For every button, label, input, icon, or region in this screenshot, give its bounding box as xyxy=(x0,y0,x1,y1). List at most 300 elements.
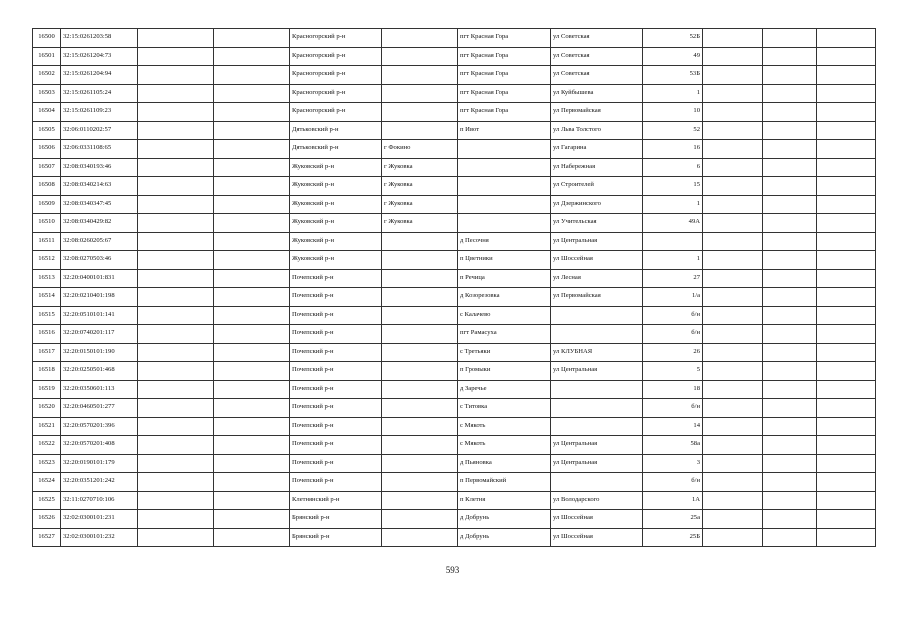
empty-cell xyxy=(703,66,763,85)
empty-cell xyxy=(138,29,214,48)
city-cell xyxy=(382,269,458,288)
table-row xyxy=(33,84,876,103)
empty-cell xyxy=(138,417,214,436)
district-cell: Жуковский р-н xyxy=(290,195,382,214)
empty-cell xyxy=(138,158,214,177)
table-row xyxy=(33,121,876,140)
cadastral-number-cell: 32:06:0331108:65 xyxy=(61,140,138,159)
empty-cell xyxy=(703,121,763,140)
empty-cell xyxy=(138,103,214,122)
district-cell: Почепский р-н xyxy=(290,325,382,344)
empty-cell xyxy=(763,214,817,233)
house-number-cell: б/н xyxy=(643,306,703,325)
row-number-cell: 16519 xyxy=(33,380,61,399)
empty-cell xyxy=(138,195,214,214)
empty-cell xyxy=(817,214,876,233)
locality-cell: п Речица xyxy=(458,269,551,288)
table-row xyxy=(33,380,876,399)
cadastral-number-cell: 32:15:0261109:23 xyxy=(61,103,138,122)
empty-cell xyxy=(214,140,290,159)
empty-cell xyxy=(138,269,214,288)
empty-cell xyxy=(817,288,876,307)
empty-cell xyxy=(703,214,763,233)
locality-cell: д Козорезовка xyxy=(458,288,551,307)
locality-cell: с Третьяки xyxy=(458,343,551,362)
cadastral-number-cell: 32:20:0250501:468 xyxy=(61,362,138,381)
empty-cell xyxy=(817,177,876,196)
empty-cell xyxy=(763,510,817,529)
cadastral-number-cell: 32:20:0150101:190 xyxy=(61,343,138,362)
locality-cell: с Титовка xyxy=(458,399,551,418)
house-number-cell: 15 xyxy=(643,177,703,196)
table-row xyxy=(33,436,876,455)
row-number-cell: 16515 xyxy=(33,306,61,325)
house-number-cell: 5 xyxy=(643,362,703,381)
row-number-cell: 16514 xyxy=(33,288,61,307)
empty-cell xyxy=(214,195,290,214)
street-cell: ул Первомайская xyxy=(551,103,643,122)
empty-cell xyxy=(817,510,876,529)
table-row xyxy=(33,232,876,251)
empty-cell xyxy=(703,417,763,436)
empty-cell xyxy=(703,47,763,66)
empty-cell xyxy=(703,473,763,492)
locality-cell: д Пьяновка xyxy=(458,454,551,473)
district-cell: Жуковский р-н xyxy=(290,177,382,196)
cadastral-number-cell: 32:20:0570201:408 xyxy=(61,436,138,455)
empty-cell xyxy=(763,177,817,196)
locality-cell: д Добрунь xyxy=(458,528,551,547)
empty-cell xyxy=(763,288,817,307)
table-row xyxy=(33,362,876,381)
empty-cell xyxy=(138,325,214,344)
street-cell: ул Гагарина xyxy=(551,140,643,159)
street-cell: ул Советская xyxy=(551,47,643,66)
empty-cell xyxy=(703,103,763,122)
empty-cell xyxy=(214,84,290,103)
street-cell: ул Строителей xyxy=(551,177,643,196)
district-cell: Почепский р-н xyxy=(290,288,382,307)
row-number-cell: 16526 xyxy=(33,510,61,529)
city-cell xyxy=(382,380,458,399)
city-cell xyxy=(382,343,458,362)
empty-cell xyxy=(817,417,876,436)
empty-cell xyxy=(214,454,290,473)
empty-cell xyxy=(138,84,214,103)
empty-cell xyxy=(703,436,763,455)
empty-cell xyxy=(703,306,763,325)
street-cell xyxy=(551,473,643,492)
empty-cell xyxy=(703,510,763,529)
empty-cell xyxy=(214,362,290,381)
locality-cell xyxy=(458,214,551,233)
street-cell: ул Володарского xyxy=(551,491,643,510)
house-number-cell: 14 xyxy=(643,417,703,436)
empty-cell xyxy=(763,473,817,492)
street-cell: ул Шоссейная xyxy=(551,510,643,529)
street-cell: ул Центральная xyxy=(551,454,643,473)
locality-cell xyxy=(458,177,551,196)
empty-cell xyxy=(763,269,817,288)
cadastral-number-cell: 32:15:0261204:73 xyxy=(61,47,138,66)
empty-cell xyxy=(138,399,214,418)
house-number-cell: 49А xyxy=(643,214,703,233)
cadastral-number-cell: 32:20:0460501:277 xyxy=(61,399,138,418)
street-cell: ул Первомайская xyxy=(551,288,643,307)
district-cell: Почепский р-н xyxy=(290,306,382,325)
empty-cell xyxy=(817,399,876,418)
house-number-cell: 1 xyxy=(643,195,703,214)
empty-cell xyxy=(138,436,214,455)
empty-cell xyxy=(214,269,290,288)
city-cell xyxy=(382,417,458,436)
empty-cell xyxy=(138,343,214,362)
row-number-cell: 16513 xyxy=(33,269,61,288)
table-row xyxy=(33,491,876,510)
district-cell: Почепский р-н xyxy=(290,436,382,455)
table-row xyxy=(33,103,876,122)
cadastral-number-cell: 32:20:0210401:198 xyxy=(61,288,138,307)
city-cell xyxy=(382,454,458,473)
table-row xyxy=(33,251,876,270)
cadastral-number-cell: 32:08:0340214:63 xyxy=(61,177,138,196)
table-row xyxy=(33,269,876,288)
empty-cell xyxy=(817,528,876,547)
district-cell: Жуковский р-н xyxy=(290,232,382,251)
empty-cell xyxy=(703,454,763,473)
city-cell: г Фокино xyxy=(382,140,458,159)
empty-cell xyxy=(214,214,290,233)
locality-cell: д Песочня xyxy=(458,232,551,251)
district-cell: Брянский р-н xyxy=(290,510,382,529)
empty-cell xyxy=(214,436,290,455)
city-cell xyxy=(382,288,458,307)
street-cell: ул Центральная xyxy=(551,362,643,381)
table-row xyxy=(33,399,876,418)
empty-cell xyxy=(763,84,817,103)
district-cell: Жуковский р-н xyxy=(290,158,382,177)
street-cell: ул Шоссейная xyxy=(551,528,643,547)
cadastral-number-cell: 32:20:0400101:831 xyxy=(61,269,138,288)
locality-cell: п Цветники xyxy=(458,251,551,270)
table-row xyxy=(33,325,876,344)
empty-cell xyxy=(763,47,817,66)
row-number-cell: 16516 xyxy=(33,325,61,344)
city-cell xyxy=(382,29,458,48)
empty-cell xyxy=(817,103,876,122)
locality-cell xyxy=(458,140,551,159)
locality-cell: с Мякоть xyxy=(458,417,551,436)
empty-cell xyxy=(703,29,763,48)
empty-cell xyxy=(214,29,290,48)
house-number-cell: 26 xyxy=(643,343,703,362)
empty-cell xyxy=(817,66,876,85)
empty-cell xyxy=(703,177,763,196)
cadastral-number-cell: 32:08:0340347:45 xyxy=(61,195,138,214)
empty-cell xyxy=(817,84,876,103)
row-number-cell: 16527 xyxy=(33,528,61,547)
empty-cell xyxy=(214,417,290,436)
registry-body xyxy=(33,29,876,547)
table-row xyxy=(33,47,876,66)
cadastral-number-cell: 32:15:0261105:24 xyxy=(61,84,138,103)
cadastral-number-cell: 32:15:0261204:94 xyxy=(61,66,138,85)
empty-cell xyxy=(763,195,817,214)
house-number-cell: 25Б xyxy=(643,528,703,547)
empty-cell xyxy=(763,417,817,436)
district-cell: Почепский р-н xyxy=(290,417,382,436)
house-number-cell: 1/а xyxy=(643,288,703,307)
district-cell: Красногорский р-н xyxy=(290,84,382,103)
row-number-cell: 16517 xyxy=(33,343,61,362)
house-number-cell: 58а xyxy=(643,436,703,455)
empty-cell xyxy=(763,399,817,418)
house-number-cell: 6 xyxy=(643,158,703,177)
city-cell xyxy=(382,399,458,418)
empty-cell xyxy=(214,510,290,529)
street-cell: ул Лесная xyxy=(551,269,643,288)
district-cell: Дятьковский р-н xyxy=(290,121,382,140)
locality-cell: пгт Красная Гора xyxy=(458,84,551,103)
empty-cell xyxy=(817,436,876,455)
row-number-cell: 16518 xyxy=(33,362,61,381)
registry-sheet xyxy=(32,28,875,547)
empty-cell xyxy=(214,177,290,196)
empty-cell xyxy=(817,473,876,492)
empty-cell xyxy=(817,269,876,288)
district-cell: Почепский р-н xyxy=(290,343,382,362)
row-number-cell: 16511 xyxy=(33,232,61,251)
house-number-cell: 27 xyxy=(643,269,703,288)
cadastral-number-cell: 32:02:0300101:231 xyxy=(61,510,138,529)
district-cell: Почепский р-н xyxy=(290,473,382,492)
empty-cell xyxy=(763,436,817,455)
city-cell: г Жуковка xyxy=(382,158,458,177)
street-cell: ул Шоссейная xyxy=(551,251,643,270)
city-cell: г Жуковка xyxy=(382,214,458,233)
row-number-cell: 16505 xyxy=(33,121,61,140)
city-cell xyxy=(382,232,458,251)
street-cell: ул Учительская xyxy=(551,214,643,233)
locality-cell: пгт Красная Гора xyxy=(458,47,551,66)
district-cell: Красногорский р-н xyxy=(290,103,382,122)
table-row xyxy=(33,177,876,196)
locality-cell: с Мякоть xyxy=(458,436,551,455)
house-number-cell: 16 xyxy=(643,140,703,159)
cadastral-number-cell: 32:08:0340429:82 xyxy=(61,214,138,233)
city-cell xyxy=(382,528,458,547)
empty-cell xyxy=(703,269,763,288)
table-row xyxy=(33,214,876,233)
row-number-cell: 16509 xyxy=(33,195,61,214)
empty-cell xyxy=(817,362,876,381)
locality-cell: п Ивот xyxy=(458,121,551,140)
house-number-cell: 3 xyxy=(643,454,703,473)
empty-cell xyxy=(703,491,763,510)
cadastral-number-cell: 32:08:0340193:46 xyxy=(61,158,138,177)
district-cell: Красногорский р-н xyxy=(290,66,382,85)
house-number-cell: 1 xyxy=(643,84,703,103)
street-cell: ул Дзержинского xyxy=(551,195,643,214)
city-cell xyxy=(382,84,458,103)
empty-cell xyxy=(817,454,876,473)
house-number-cell: 49 xyxy=(643,47,703,66)
empty-cell xyxy=(214,66,290,85)
district-cell: Почепский р-н xyxy=(290,380,382,399)
cadastral-number-cell: 32:06:0110202:57 xyxy=(61,121,138,140)
empty-cell xyxy=(763,325,817,344)
city-cell: г Жуковка xyxy=(382,195,458,214)
empty-cell xyxy=(138,380,214,399)
empty-cell xyxy=(214,306,290,325)
empty-cell xyxy=(703,251,763,270)
empty-cell xyxy=(817,491,876,510)
street-cell: ул Набережная xyxy=(551,158,643,177)
empty-cell xyxy=(817,232,876,251)
cadastral-number-cell: 32:20:0190101:179 xyxy=(61,454,138,473)
row-number-cell: 16521 xyxy=(33,417,61,436)
row-number-cell: 16524 xyxy=(33,473,61,492)
empty-cell xyxy=(138,473,214,492)
district-cell: Почепский р-н xyxy=(290,399,382,418)
locality-cell xyxy=(458,195,551,214)
table-row xyxy=(33,417,876,436)
table-row xyxy=(33,288,876,307)
row-number-cell: 16507 xyxy=(33,158,61,177)
city-cell xyxy=(382,251,458,270)
house-number-cell: б/н xyxy=(643,473,703,492)
cadastral-number-cell: 32:20:0510101:141 xyxy=(61,306,138,325)
city-cell xyxy=(382,103,458,122)
empty-cell xyxy=(763,454,817,473)
empty-cell xyxy=(703,362,763,381)
house-number-cell: 53Б xyxy=(643,66,703,85)
street-cell xyxy=(551,417,643,436)
empty-cell xyxy=(214,343,290,362)
empty-cell xyxy=(138,288,214,307)
street-cell: ул Куйбышева xyxy=(551,84,643,103)
empty-cell xyxy=(138,491,214,510)
house-number-cell: б/н xyxy=(643,325,703,344)
empty-cell xyxy=(703,343,763,362)
empty-cell xyxy=(817,343,876,362)
empty-cell xyxy=(703,195,763,214)
row-number-cell: 16501 xyxy=(33,47,61,66)
cadastral-number-cell: 32:20:0350601:113 xyxy=(61,380,138,399)
street-cell xyxy=(551,306,643,325)
empty-cell xyxy=(214,47,290,66)
empty-cell xyxy=(763,528,817,547)
cadastral-number-cell: 32:08:0270503:46 xyxy=(61,251,138,270)
empty-cell xyxy=(817,325,876,344)
locality-cell xyxy=(458,158,551,177)
city-cell xyxy=(382,491,458,510)
empty-cell xyxy=(214,473,290,492)
empty-cell xyxy=(817,158,876,177)
table-row xyxy=(33,29,876,48)
table-row xyxy=(33,454,876,473)
empty-cell xyxy=(817,251,876,270)
empty-cell xyxy=(703,325,763,344)
table-row xyxy=(33,195,876,214)
district-cell: Красногорский р-н xyxy=(290,47,382,66)
table-row xyxy=(33,528,876,547)
empty-cell xyxy=(214,103,290,122)
empty-cell xyxy=(763,232,817,251)
house-number-cell: 25а xyxy=(643,510,703,529)
house-number-cell: 18 xyxy=(643,380,703,399)
empty-cell xyxy=(214,251,290,270)
street-cell xyxy=(551,399,643,418)
city-cell xyxy=(382,436,458,455)
empty-cell xyxy=(763,103,817,122)
city-cell xyxy=(382,325,458,344)
table-row xyxy=(33,140,876,159)
locality-cell: пгт Красная Гора xyxy=(458,66,551,85)
house-number-cell: 1 xyxy=(643,251,703,270)
city-cell xyxy=(382,510,458,529)
house-number-cell: 52 xyxy=(643,121,703,140)
row-number-cell: 16500 xyxy=(33,29,61,48)
row-number-cell: 16510 xyxy=(33,214,61,233)
row-number-cell: 16512 xyxy=(33,251,61,270)
empty-cell xyxy=(138,362,214,381)
empty-cell xyxy=(817,195,876,214)
city-cell xyxy=(382,66,458,85)
table-row xyxy=(33,343,876,362)
house-number-cell: 1А xyxy=(643,491,703,510)
row-number-cell: 16525 xyxy=(33,491,61,510)
empty-cell xyxy=(138,47,214,66)
empty-cell xyxy=(763,362,817,381)
empty-cell xyxy=(817,140,876,159)
city-cell: г Жуковка xyxy=(382,177,458,196)
street-cell xyxy=(551,325,643,344)
empty-cell xyxy=(703,158,763,177)
registry-table xyxy=(32,28,876,547)
city-cell xyxy=(382,473,458,492)
empty-cell xyxy=(703,288,763,307)
empty-cell xyxy=(703,232,763,251)
city-cell xyxy=(382,121,458,140)
empty-cell xyxy=(817,47,876,66)
empty-cell xyxy=(138,528,214,547)
empty-cell xyxy=(214,158,290,177)
street-cell xyxy=(551,380,643,399)
district-cell: Клетнянский р-н xyxy=(290,491,382,510)
table-row xyxy=(33,473,876,492)
locality-cell: п Громыки xyxy=(458,362,551,381)
locality-cell: пгт Красная Гора xyxy=(458,103,551,122)
empty-cell xyxy=(703,528,763,547)
empty-cell xyxy=(817,380,876,399)
empty-cell xyxy=(703,140,763,159)
locality-cell: пгт Рамасуха xyxy=(458,325,551,344)
street-cell: ул Советская xyxy=(551,66,643,85)
empty-cell xyxy=(138,214,214,233)
locality-cell: п Клетня xyxy=(458,491,551,510)
district-cell: Почепский р-н xyxy=(290,362,382,381)
house-number-cell: б/н xyxy=(643,399,703,418)
empty-cell xyxy=(817,121,876,140)
empty-cell xyxy=(214,232,290,251)
district-cell: Жуковский р-н xyxy=(290,214,382,233)
city-cell xyxy=(382,362,458,381)
row-number-cell: 16523 xyxy=(33,454,61,473)
district-cell: Почепский р-н xyxy=(290,454,382,473)
empty-cell xyxy=(214,491,290,510)
empty-cell xyxy=(138,306,214,325)
